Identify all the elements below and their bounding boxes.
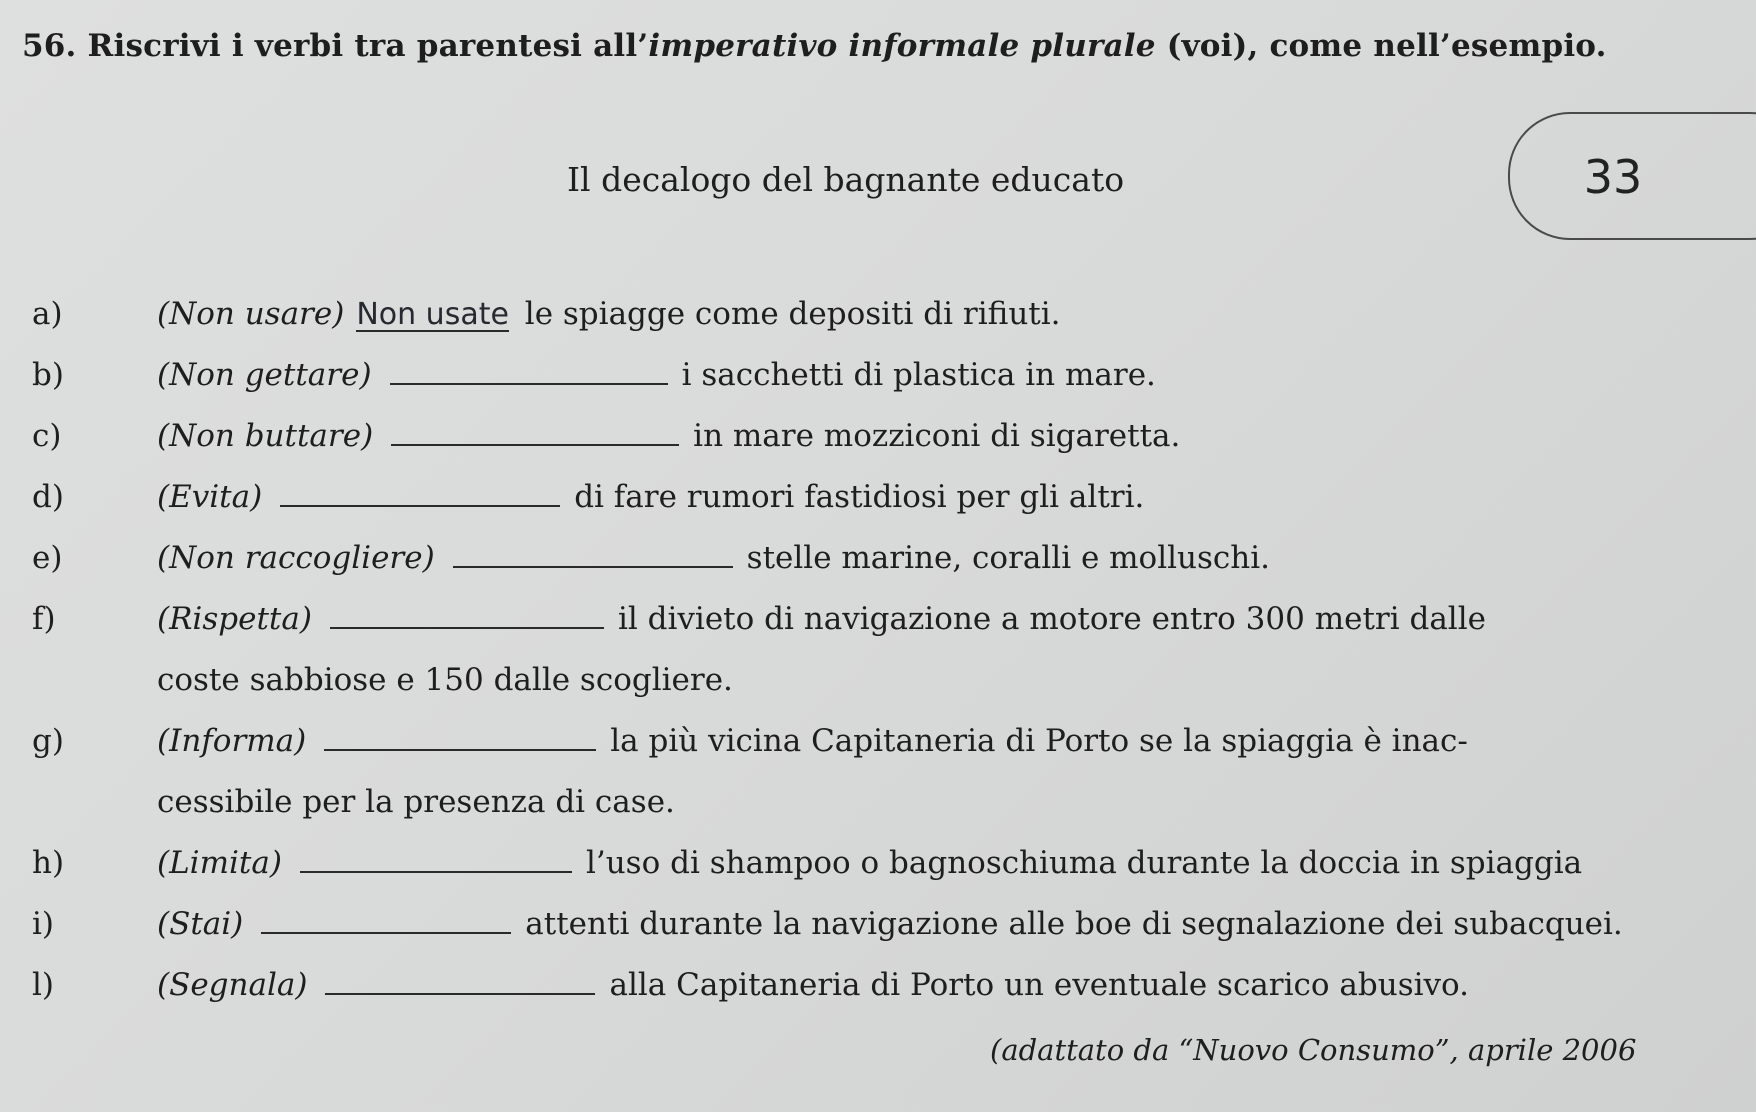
item-letter: e): [32, 540, 63, 576]
item-text: in mare mozziconi di sigaretta.: [693, 418, 1181, 454]
answer-blank[interactable]: [391, 418, 679, 446]
item-text-continued: cessibile per la presenza di case.: [157, 784, 675, 820]
item-verb: (Informa): [157, 723, 307, 759]
answer-blank[interactable]: [453, 540, 733, 568]
item-verb: (Non gettare): [157, 357, 372, 393]
item-letter: b): [32, 357, 64, 393]
item-text: di fare rumori fastidiosi per gli altri.: [574, 479, 1145, 515]
item-verb: (Non raccogliere): [157, 540, 435, 576]
item-letter: a): [32, 296, 63, 332]
item-text: alla Capitaneria di Porto un eventuale scarico abusivo.: [609, 967, 1470, 1003]
item-verb: (Rispetta): [157, 601, 312, 637]
item-verb: (Evita): [157, 479, 263, 515]
decalogue-title: Il decalogo del bagnante educato: [567, 160, 1125, 199]
list-item: [157, 845, 1582, 881]
page-number: 33: [1583, 150, 1643, 204]
source-citation: (adattato da “Nuovo Consumo”, aprile 2006: [990, 1033, 1637, 1067]
item-verb: (Segnala): [157, 967, 308, 1003]
item-letter: h): [32, 845, 65, 881]
item-letter: f): [32, 601, 56, 637]
item-text: attenti durante la navigazione alle boe di segnalazione dei subacquei.: [525, 906, 1623, 942]
item-letter: i): [32, 906, 55, 942]
exercise-instruction-part1: Riscrivi i verbi tra parentesi all’: [87, 28, 649, 64]
handwritten-answer: Non usate: [356, 297, 509, 332]
list-item: [157, 601, 1486, 637]
item-text: l’uso di shampoo o bagnoschiuma durante la doccia in spiaggia: [585, 845, 1583, 881]
item-verb: (Stai): [157, 906, 244, 942]
item-text: stelle marine, coralli e molluschi.: [746, 540, 1271, 576]
item-letter: d): [32, 479, 64, 515]
list-item: [157, 357, 1156, 393]
exercise-title: [22, 28, 1722, 64]
list-item: [157, 723, 1468, 759]
item-text-continued: coste sabbiose e 150 dalle scogliere.: [157, 662, 733, 698]
answer-blank[interactable]: [330, 601, 604, 629]
answer-blank[interactable]: [390, 357, 668, 385]
answer-blank[interactable]: [280, 479, 560, 507]
item-text: i sacchetti di plastica in mare.: [681, 357, 1156, 393]
item-text: il divieto di navigazione a motore entro 300 metri dalle: [617, 601, 1486, 637]
list-item: [157, 906, 1623, 942]
item-text: la più vicina Capitaneria di Porto se la spiaggia è inac-: [610, 723, 1468, 759]
list-item: [157, 540, 1270, 576]
answer-blank[interactable]: [324, 723, 596, 751]
answer-blank[interactable]: [300, 845, 572, 873]
exercise-instruction-italic: imperativo informale plurale: [648, 28, 1156, 64]
item-text: le spiagge come depositi di rifiuti.: [524, 296, 1061, 332]
item-verb: (Non usare): [157, 296, 345, 332]
exercise-instruction-part2: (voi), come nell’esempio.: [1155, 28, 1607, 64]
item-letter: g): [32, 723, 64, 759]
item-verb: (Limita): [157, 845, 282, 881]
answer-blank[interactable]: [325, 967, 595, 995]
list-item: [157, 296, 1061, 332]
item-letter: l): [32, 967, 55, 1003]
item-verb: (Non buttare): [157, 418, 374, 454]
list-item: [157, 418, 1180, 454]
exercise-number: 56.: [22, 28, 77, 64]
list-item: [157, 967, 1469, 1003]
item-letter: c): [32, 418, 62, 454]
answer-blank[interactable]: [261, 906, 511, 934]
list-item: [157, 479, 1144, 515]
